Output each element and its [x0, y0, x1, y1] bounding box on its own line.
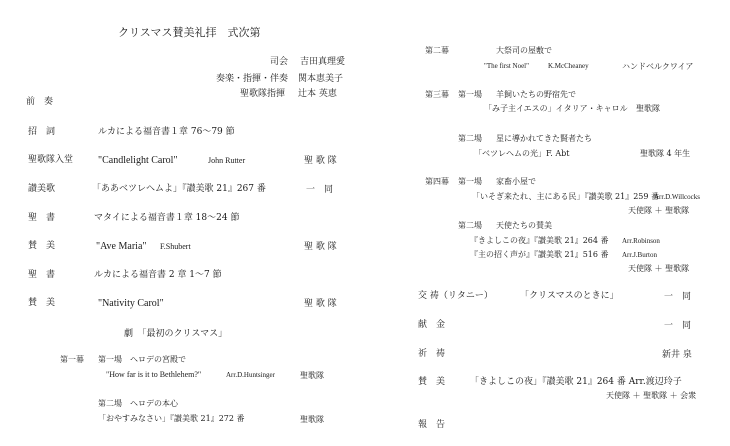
scene-title: 天使たちの賛美 — [496, 221, 552, 230]
item-content: "Candlelight Carol" — [98, 155, 178, 166]
item-composer: F.Shubert — [160, 242, 191, 251]
item-content: 「クリスマスのときに」 — [520, 291, 619, 301]
host-name: 吉田真理愛 — [300, 57, 346, 67]
item-label: 前 奏 — [26, 97, 54, 107]
item-label: 招 詞 — [28, 127, 56, 137]
scene-song: 「ベツレヘムの光」F. Abt — [474, 149, 570, 158]
scene-arranger: Arr.D.Huntsinger — [226, 371, 275, 379]
item-performer: 天使隊 ＋ 聖歌隊 ＋ 会衆 — [606, 391, 697, 400]
scene-title: 大祭司の屋敷で — [496, 46, 552, 55]
scene-song: 『主の招く声が』『讃美歌 21』516 番 — [470, 250, 609, 259]
item-performer: 一 同 — [664, 292, 692, 302]
scene-performer: ハンドベルクワイア — [622, 62, 694, 71]
scene-performer: 聖歌隊 4 年生 — [640, 149, 691, 158]
scene-title: 家畜小屋で — [496, 177, 536, 186]
scene-performer: 天使隊 ＋ 聖歌隊 — [628, 206, 690, 215]
item-performer: 一 同 — [664, 321, 692, 331]
scene-song: 「いそぎ来たれ、主にある民」『讃美歌 21』259 番 — [472, 192, 660, 201]
scene-song: 「おやすみなさい」『讃美歌 21』272 番 — [98, 414, 245, 423]
item-label: 賛 美 — [418, 377, 446, 387]
item-performer: 聖 歌 隊 — [304, 156, 337, 166]
scene-arranger: K.McCheaney — [548, 62, 589, 70]
music-name: 関本恵美子 — [298, 74, 344, 84]
act-label: 第四幕 — [425, 177, 449, 186]
scene-arranger: Arr.D.Willcocks — [654, 193, 700, 201]
scene-song: 『きよしこの夜』『讃美歌 21』264 番 — [470, 236, 609, 245]
drama-title: 劇 「最初のクリスマス」 — [124, 329, 228, 339]
scene-label: 第二場 — [98, 399, 122, 408]
program-title: クリスマス賛美礼拝 式次第 — [118, 26, 261, 39]
item-content: "Nativity Carol" — [98, 298, 164, 309]
act-label: 第二幕 — [425, 46, 449, 55]
item-label: 聖 書 — [28, 213, 56, 223]
item-performer: 新井 泉 — [662, 350, 692, 360]
scene-title: 羊飼いたちの野宿先で — [496, 90, 576, 99]
item-composer: John Rutter — [208, 156, 246, 165]
item-content: マタイによる福音書１章 18〜24 節 — [94, 213, 240, 223]
music-role: 奏楽・指揮・伴奏 — [216, 74, 289, 84]
item-content: "Ave Maria" — [96, 241, 147, 252]
scene-song: 「み子主イエスの」イタリア・キャロル — [484, 104, 628, 113]
scene-label: 第二場 — [458, 221, 482, 230]
act-label: 第三幕 — [425, 90, 449, 99]
item-label: 賛 美 — [28, 241, 56, 251]
choir-director-name: 辻本 英恵 — [298, 89, 337, 99]
scene-arranger: Arr.J.Burton — [622, 251, 657, 259]
scene-label: 第一場 — [458, 177, 482, 186]
item-label: 聖歌隊入堂 — [28, 155, 74, 165]
scene-arranger: Arr.Robinson — [622, 237, 660, 245]
host-role: 司会 — [270, 57, 289, 67]
item-label: 報 告 — [418, 420, 446, 430]
item-content: 「ああベツレヘムよ」『讃美歌 21』267 番 — [92, 184, 266, 194]
choir-director-role: 聖歌隊指揮 — [240, 89, 286, 99]
scene-performer: 聖歌隊 — [300, 415, 324, 424]
item-content: ルカによる福音書１章 76〜79 節 — [98, 127, 235, 137]
item-content: ルカによる福音書 2 章 1〜7 節 — [94, 270, 222, 280]
act-label: 第一幕 — [60, 355, 84, 364]
item-performer: 聖 歌 隊 — [304, 299, 337, 309]
scene-performer: 聖歌隊 — [636, 104, 660, 113]
scene-label: 第一場 — [98, 355, 122, 364]
scene-label: 第二場 — [458, 134, 482, 143]
item-label: 交 祷（リタニー） — [418, 291, 493, 301]
scene-title: ヘロデの宮殿で — [130, 355, 186, 364]
item-content: 「きよしこの夜」『讃美歌 21』264 番 Arr.渡辺玲子 — [470, 377, 682, 387]
item-label: 祈 祷 — [418, 349, 446, 359]
scene-label: 第一場 — [458, 90, 482, 99]
item-performer: 一 同 — [306, 185, 334, 195]
scene-song: "How far is it to Bethlehem?" — [106, 370, 202, 379]
item-label: 賛 美 — [28, 298, 56, 308]
scene-performer: 聖歌隊 — [300, 371, 324, 380]
scene-title: 星に導かれてきた賢者たち — [496, 134, 592, 143]
scene-title: ヘロデの本心 — [130, 399, 178, 408]
item-performer: 聖 歌 隊 — [304, 242, 337, 252]
item-label: 聖 書 — [28, 270, 56, 280]
item-label: 讃美歌 — [28, 184, 56, 194]
scene-song: "The first Noel" — [484, 62, 529, 70]
item-label: 献 金 — [418, 320, 446, 330]
scene-performer: 天使隊 ＋ 聖歌隊 — [628, 264, 690, 273]
